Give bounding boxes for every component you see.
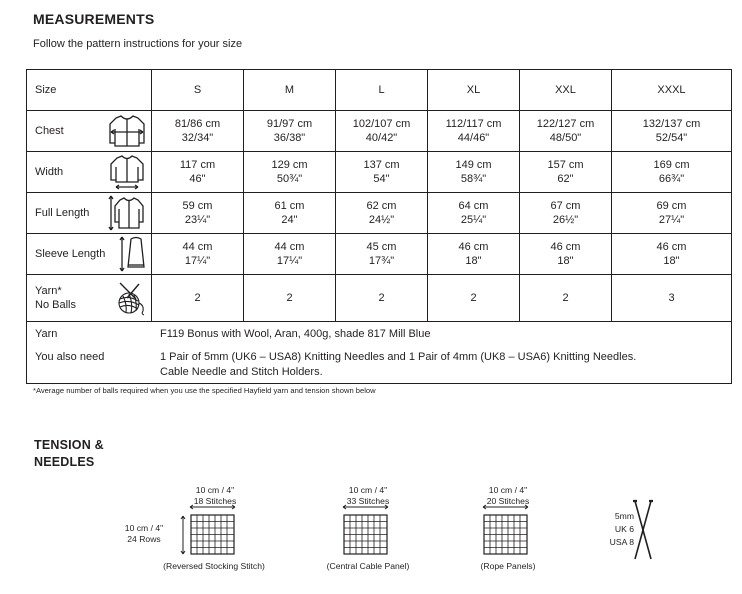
sleeve-length-l: 45 cm 17¾": [336, 234, 428, 275]
size-row: [27, 70, 732, 111]
sleeve-length-xxxl: 46 cm 18": [612, 234, 732, 275]
full-length-l: 62 cm 24½": [336, 193, 428, 234]
chest-row: [27, 111, 732, 152]
yarn-value: F119 Bonus with Wool, Aran, 400g, shade 817 Mill Blue: [160, 328, 431, 340]
sleeve-length-label: Sleeve Length: [35, 248, 106, 260]
needle-size-label: 5mm UK 6 USA 8: [609, 511, 634, 547]
yarn-balls-xxxl: 3: [612, 275, 732, 322]
full-length-xxxl: 69 cm 27¼": [612, 193, 732, 234]
size-header-cell: [27, 70, 152, 111]
full-length-row: [27, 193, 732, 234]
sleeve-length-row: [27, 234, 732, 275]
chest-xxxl: 132/137 cm 52/54": [612, 111, 732, 152]
yarn-balls-m: 2: [244, 275, 336, 322]
chest-label-cell: [27, 111, 152, 152]
page-title: MEASUREMENTS: [33, 11, 155, 27]
yarn-balls-xl: 2: [428, 275, 520, 322]
width-label-cell: [27, 152, 152, 193]
chest-l: 102/107 cm 40/42": [336, 111, 428, 152]
width-xxl: 157 cm 62": [520, 152, 612, 193]
materials-row: [27, 322, 732, 384]
yarn-balls-l: 2: [336, 275, 428, 322]
swatch2-caption: (Central Cable Panel): [326, 561, 410, 571]
size-l: L: [336, 70, 428, 111]
width-row: [27, 152, 732, 193]
needles-requirement: 1 Pair of 5mm (UK6 – USA8) Knitting Needles and 1 Pair of 4mm (UK8 – USA6) Knitting Needles.: [160, 351, 637, 363]
chest-xl: 112/117 cm 44/46": [428, 111, 520, 152]
full-length-m: 61 cm 24": [244, 193, 336, 234]
sleeve-length-m: 44 cm 17¼": [244, 234, 336, 275]
accessories-requirement: Cable Needle and Stitch Holders.: [160, 366, 323, 378]
yarn-balls-xxl: 2: [520, 275, 612, 322]
size-xl: XL: [428, 70, 520, 111]
page-subtitle: Follow the pattern instructions for your size: [33, 38, 243, 50]
swatch1-grid-icon: [178, 504, 238, 556]
crossed-needles-icon: [630, 497, 656, 561]
sleeve-length-xl: 46 cm 18": [428, 234, 520, 275]
size-label: Size: [35, 84, 57, 96]
sleeve-length-label-cell: [27, 234, 152, 275]
size-xxxl: XXXL: [612, 70, 732, 111]
yarn-balls-label-cell: [27, 275, 152, 322]
yarn-balls-label: Yarn* No Balls: [35, 285, 76, 311]
yarn-balls-row: [27, 275, 732, 322]
size-m: M: [244, 70, 336, 111]
footnote: *Average number of balls required when you use the specified Hayfield yarn and tension shown below: [33, 386, 376, 395]
yarn-ball-icon: [111, 280, 147, 316]
materials-cell: [27, 322, 732, 384]
sweater-chest-icon: [107, 113, 147, 149]
width-s: 117 cm 46": [152, 152, 244, 193]
width-label: Width: [35, 166, 64, 178]
full-length-xl: 64 cm 25¼": [428, 193, 520, 234]
width-xxxl: 169 cm 66¾": [612, 152, 732, 193]
sleeve-length-s: 44 cm 17¼": [152, 234, 244, 275]
sleeve-length-icon: [117, 235, 147, 273]
width-m: 129 cm 50¾": [244, 152, 336, 193]
width-xl: 149 cm 58¾": [428, 152, 520, 193]
size-s: S: [152, 70, 244, 111]
yarn-label: Yarn: [35, 328, 58, 340]
swatch3-caption: (Rope Panels): [480, 561, 536, 571]
sweater-width-icon: [107, 154, 147, 190]
chest-label: Chest: [35, 125, 64, 137]
chest-xxl: 122/127 cm 48/50": [520, 111, 612, 152]
chest-m: 91/97 cm 36/38": [244, 111, 336, 152]
swatch1-width-label: 10 cm / 4" 18 Stitches: [193, 485, 237, 506]
swatch1-rows-label: 10 cm / 4" 24 Rows: [124, 523, 164, 544]
you-also-need-label: You also need: [35, 351, 105, 363]
swatch2-grid-icon: [338, 504, 392, 556]
full-length-s: 59 cm 23¼": [152, 193, 244, 234]
tension-heading: TENSION & NEEDLES: [34, 438, 104, 469]
full-length-label: Full Length: [35, 207, 90, 219]
width-l: 137 cm 54": [336, 152, 428, 193]
full-length-xxl: 67 cm 26½": [520, 193, 612, 234]
sleeve-length-xxl: 46 cm 18": [520, 234, 612, 275]
full-length-label-cell: [27, 193, 152, 234]
swatch1-caption: (Reversed Stocking Stitch): [163, 561, 265, 571]
chest-s: 81/86 cm 32/34": [152, 111, 244, 152]
sweater-length-icon: [107, 194, 147, 232]
size-xxl: XXL: [520, 70, 612, 111]
yarn-balls-s: 2: [152, 275, 244, 322]
measurements-table: [26, 69, 732, 384]
swatch2-width-label: 10 cm / 4" 33 Stitches: [346, 485, 390, 506]
swatch3-grid-icon: [478, 504, 532, 556]
swatch3-width-label: 10 cm / 4" 20 Stitches: [486, 485, 530, 506]
